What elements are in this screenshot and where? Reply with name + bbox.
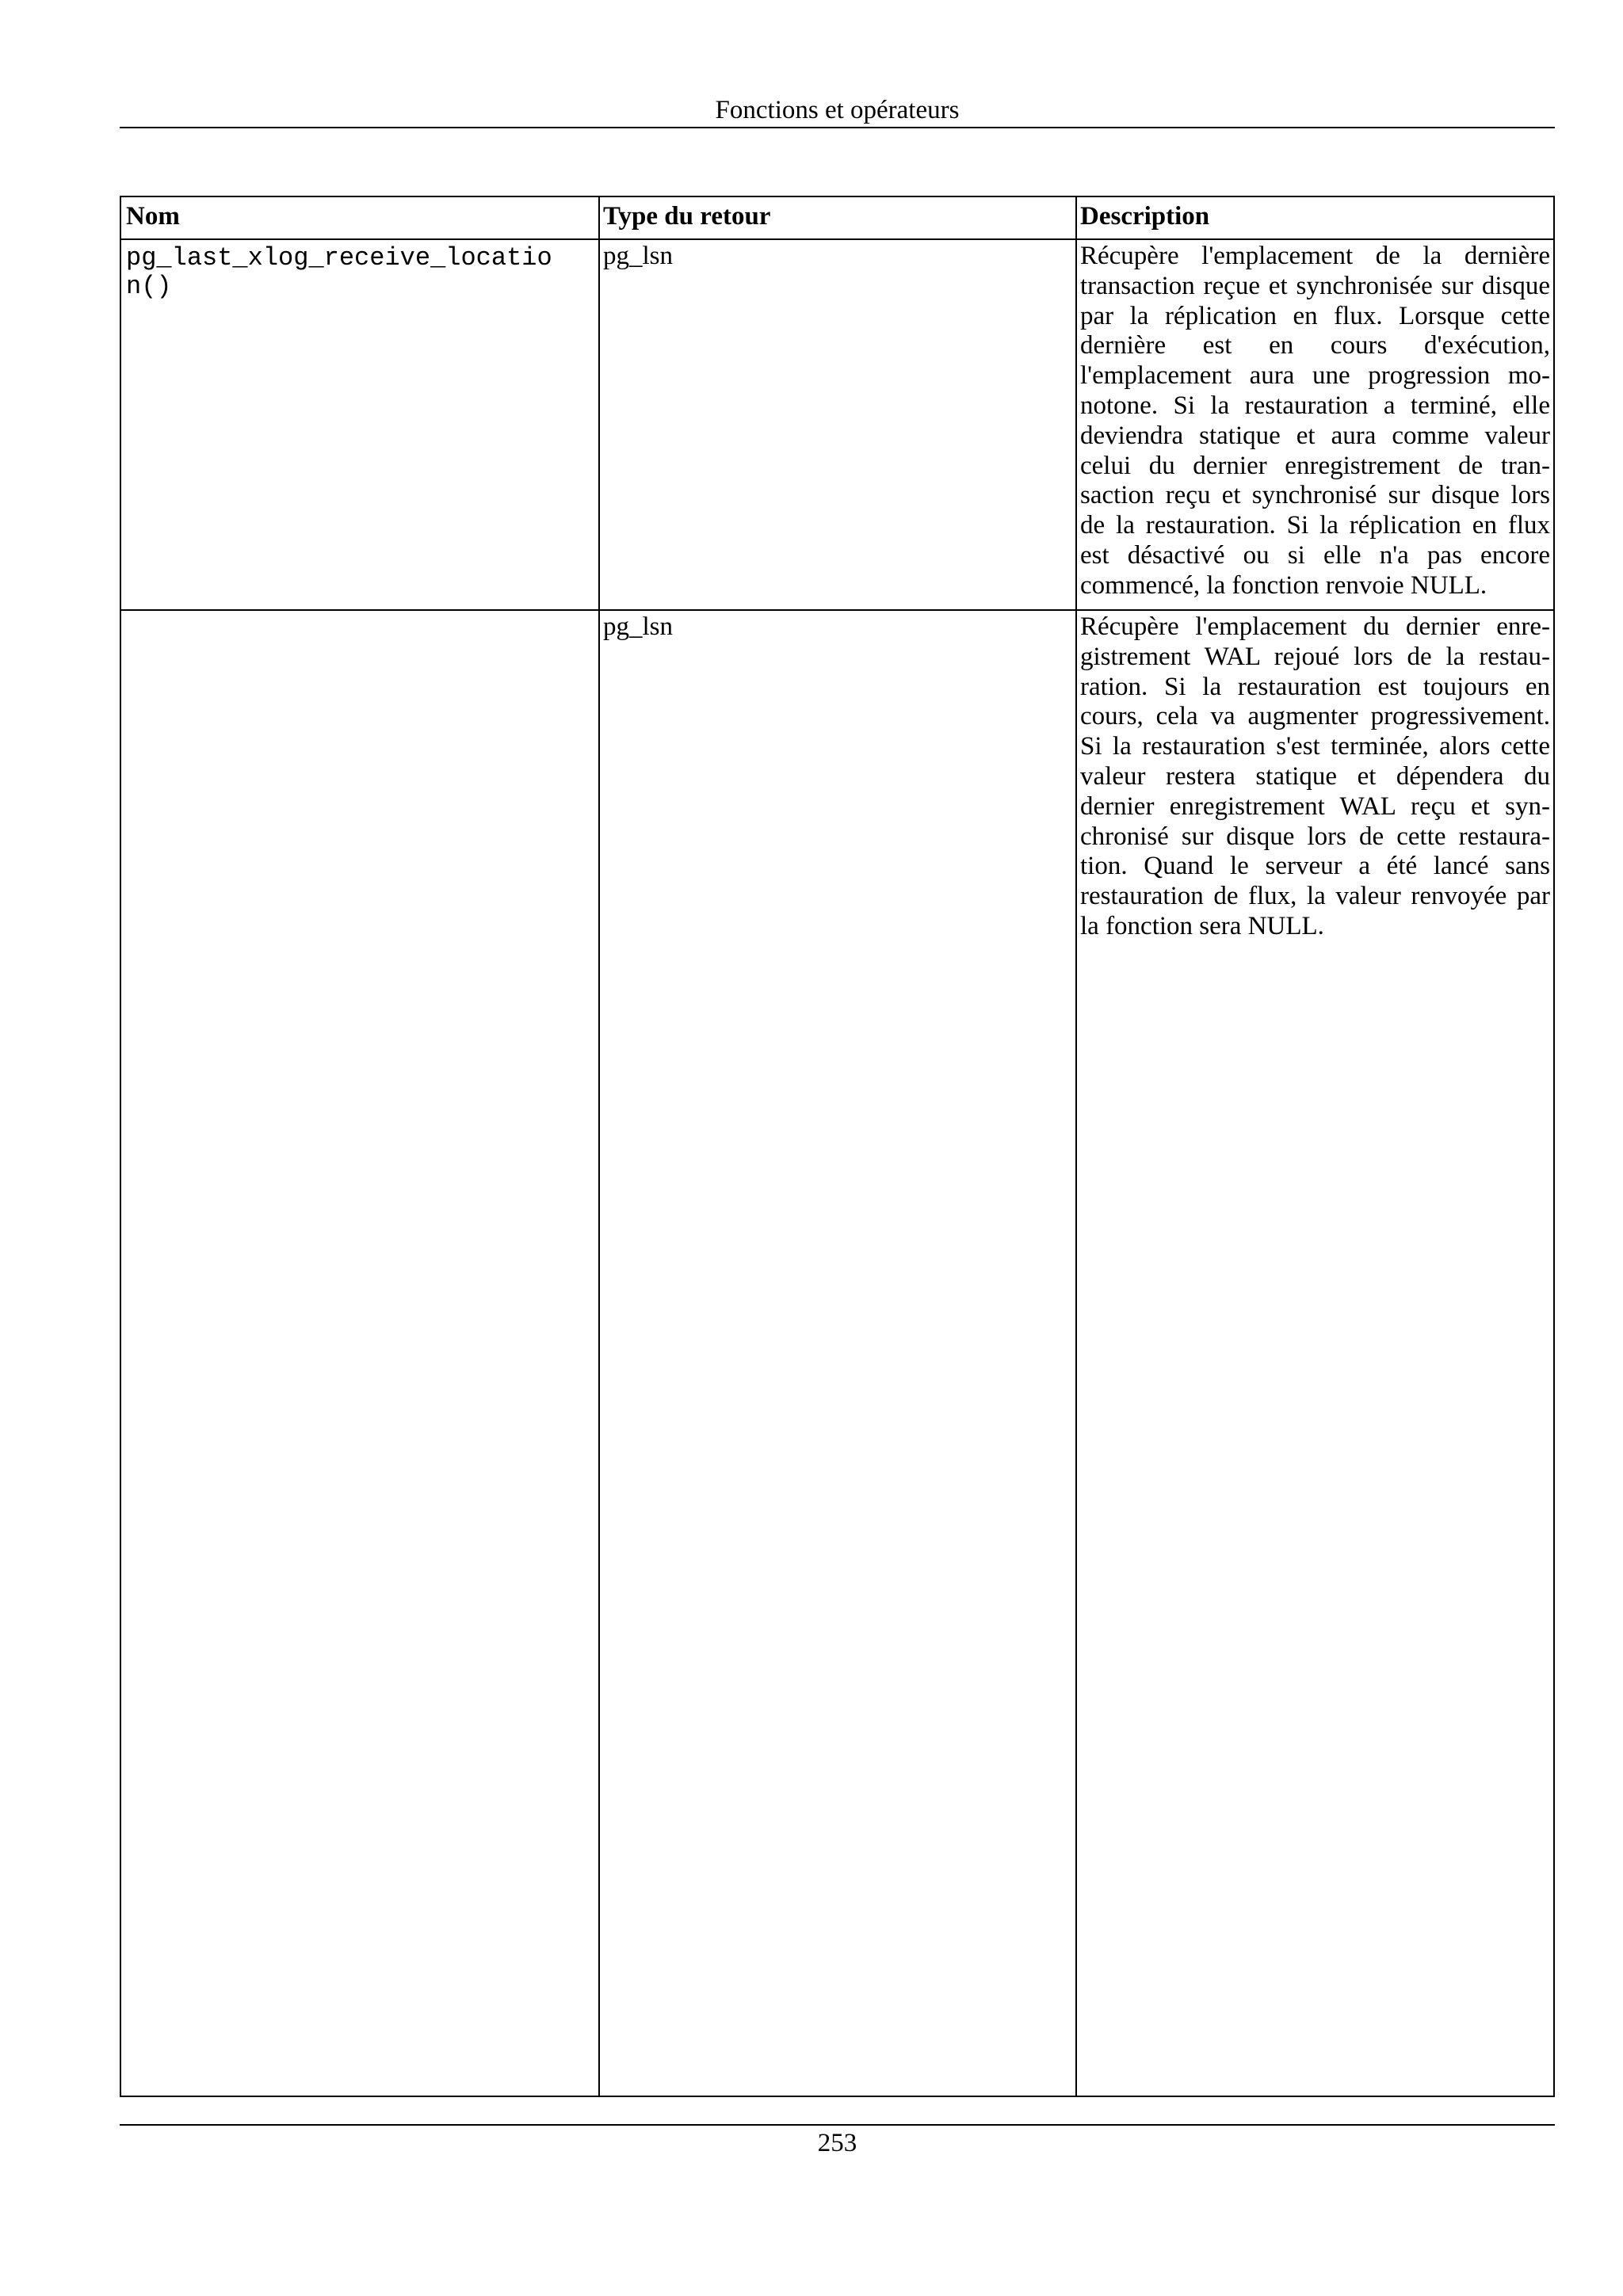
description-cell: Récupère l'emplacement du dernier enregistrement WAL rejoué lors de la restauration. Si la restauration est toujours en cours, cela va augmenter progressivement. Si la restauration s'est terminée, alors cette valeur restera statique et dépendera du dernier enregistrement WAL reçu et synchronisé sur disque lors de cette restauration. Quand le serveur a été lancé sans restauration de flux, la valeur renvoyée par la fonction sera NULL. <box>1080 612 1550 940</box>
page-number: 253 <box>817 2129 857 2157</box>
column-divider <box>598 197 600 2096</box>
function-name-cell: pg_last_xlog_receive_locatio n() <box>126 243 552 301</box>
column-header-name: Nom <box>126 202 180 231</box>
header-row-divider <box>121 238 1553 240</box>
column-header-description: Description <box>1080 202 1210 231</box>
functions-table <box>120 196 1555 2097</box>
column-header-return-type: Type du retour <box>603 202 771 231</box>
description-cell: Récupère l'emplacement de la dernière transaction reçue et synchronisée sur disque par la réplication en flux. Lorsque cette dernière est en cours d'exécution, l'emplacement aura une progression monotone. Si la restauration a terminé, elle deviendra statique et aura comme valeur celui du dernier enregistrement de transaction reçu et synchronisé sur disque lors de la restauration. Si la réplication en flux est désactivé ou si elle n'a pas encore commencé, la fonction renvoie NULL. <box>1080 242 1550 600</box>
page-footer <box>120 2124 1555 2172</box>
page-header <box>120 89 1555 128</box>
page-header-title: Fonctions et opérateurs <box>715 96 960 124</box>
return-type-cell: pg_lsn <box>603 242 674 270</box>
row-divider <box>121 609 1553 611</box>
return-type-cell: pg_lsn <box>603 612 674 641</box>
